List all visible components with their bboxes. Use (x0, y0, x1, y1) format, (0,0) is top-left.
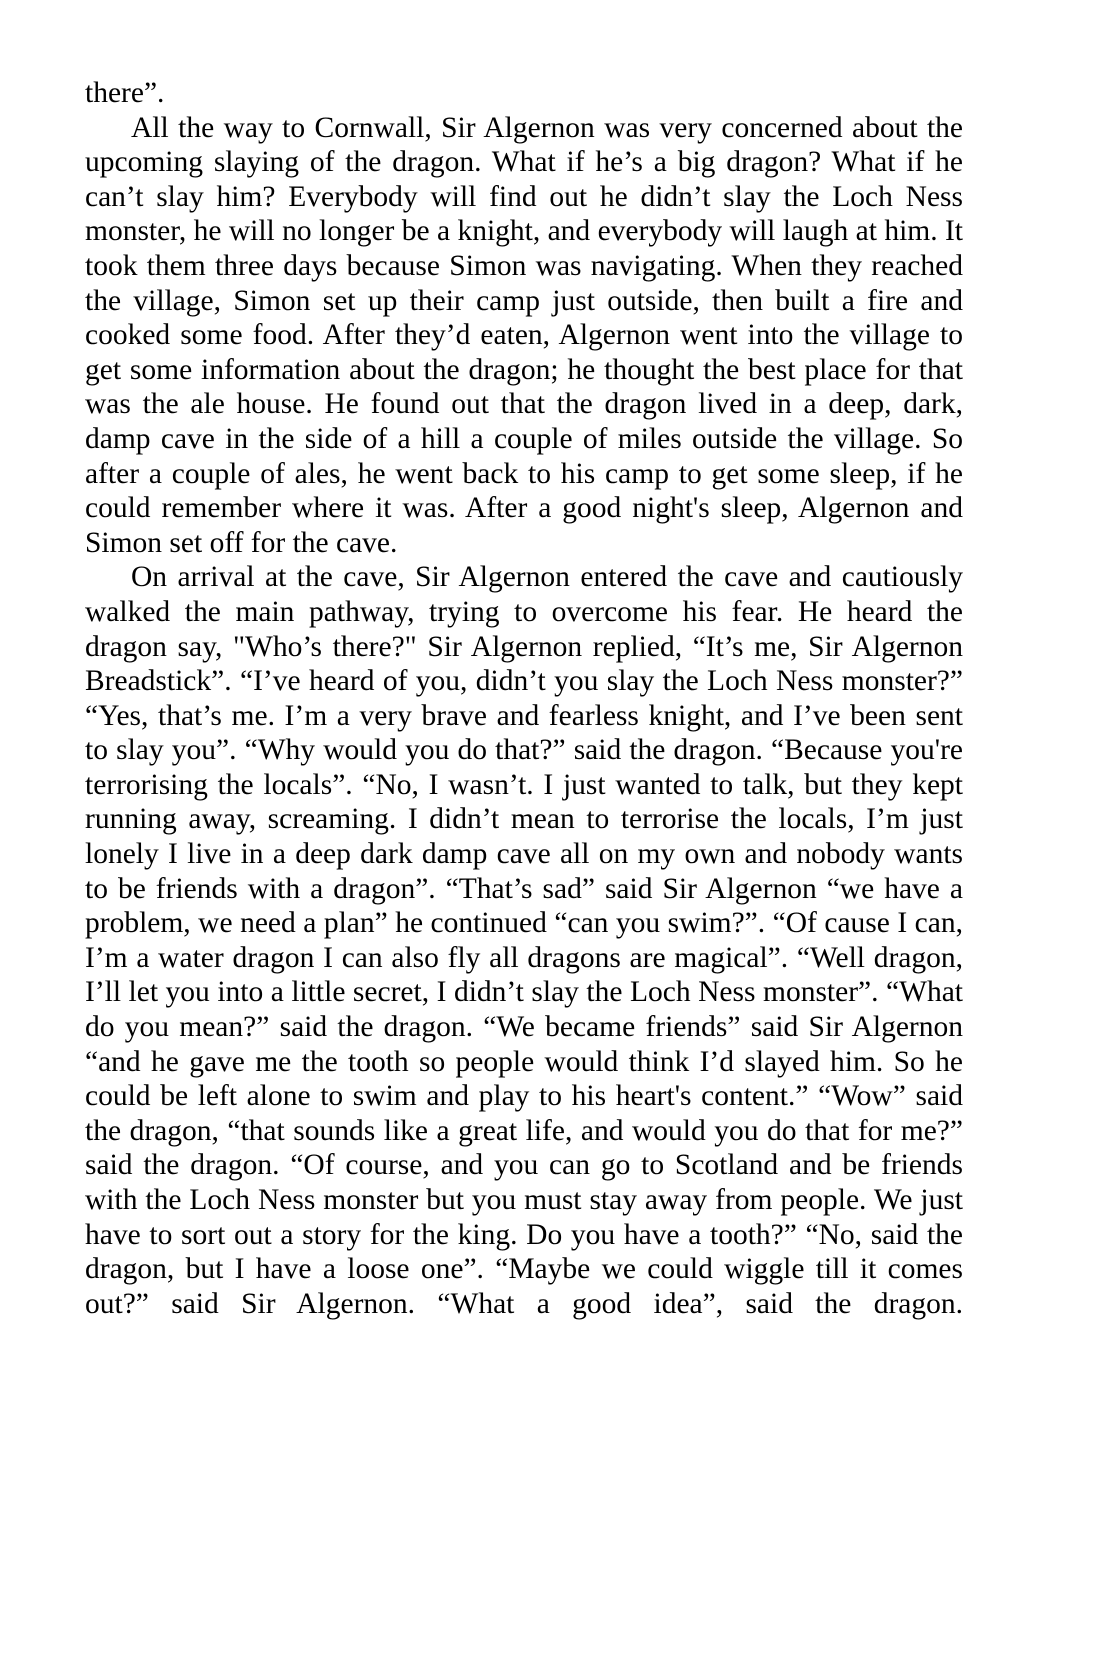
body-text-column (85, 76, 963, 1321)
paragraph-journey-to-cornwall: All the way to Cornwall, Sir Algernon was very concerned about the upcoming slaying of the dragon. What if he’s a big dragon? What if he can’t slay him? Everybody will find out he didn’t slay the Loch Ness monster, he will no longer be a knight, and everybody will laugh at him. It took them three days because Simon was navigating. When they reached the village, Simon set up their camp just outside, then built a fire and cooked some food. After they’d eaten, Algernon went into the village to get some information about the dragon; he thought the best place for that was the ale house. He found out that the dragon lived in a deep, dark, damp cave in the side of a hill a couple of miles outside the village. So after a couple of ales, he went back to his camp to get some sleep, if he could remember where it was. After a good night's sleep, Algernon and Simon set off for the cave. (85, 111, 963, 559)
paragraph-continuation: there”. (85, 77, 165, 109)
paragraph-cave-encounter: On arrival at the cave, Sir Algernon entered the cave and cautiously walked the main pathway, trying to overcome his fear. He heard the dragon say, "Who’s there?" Sir Algernon replied, “It’s me, Sir Algernon Breadstick”. “I’ve heard of you, didn’t you slay the Loch Ness monster?” “Yes, that’s me. I’m a very brave and fearless knight, and I’ve been sent to slay you”. “Why would you do that?” said the dragon. “Because you're terrorising the locals”. “No, I wasn’t. I just wanted to talk, but they kept running away, screaming. I didn’t mean to terrorise the locals, I’m just lonely I live in a deep dark damp cave all on my own and nobody wants to be friends with a dragon”. “That’s sad” said Sir Algernon “we have a problem, we need a plan” he continued “can you swim?”. “Of cause I can, I’m a water dragon I can also fly all dragons are magical”. “Well dragon, I’ll let you into a little secret, I didn’t slay the Loch Ness monster”. “What do you mean?” said the dragon. “We became friends” said Sir Algernon “and he gave me the tooth so people would think I’d slayed him. So he could be left alone to swim and play to his heart's content.” “Wow” said the dragon, “that sounds like a great life, and would you do that for me?” said the dragon. “Of course, and you can go to Scotland and be friends with the Loch Ness monster but you must stay away from people. We just have to sort out a story for the king. Do you have a tooth?” “No, said the dragon, but I have a loose one”. “Maybe we could wiggle till it comes out?” said Sir Algernon. “What a good idea”, said the dragon. (85, 561, 963, 1320)
